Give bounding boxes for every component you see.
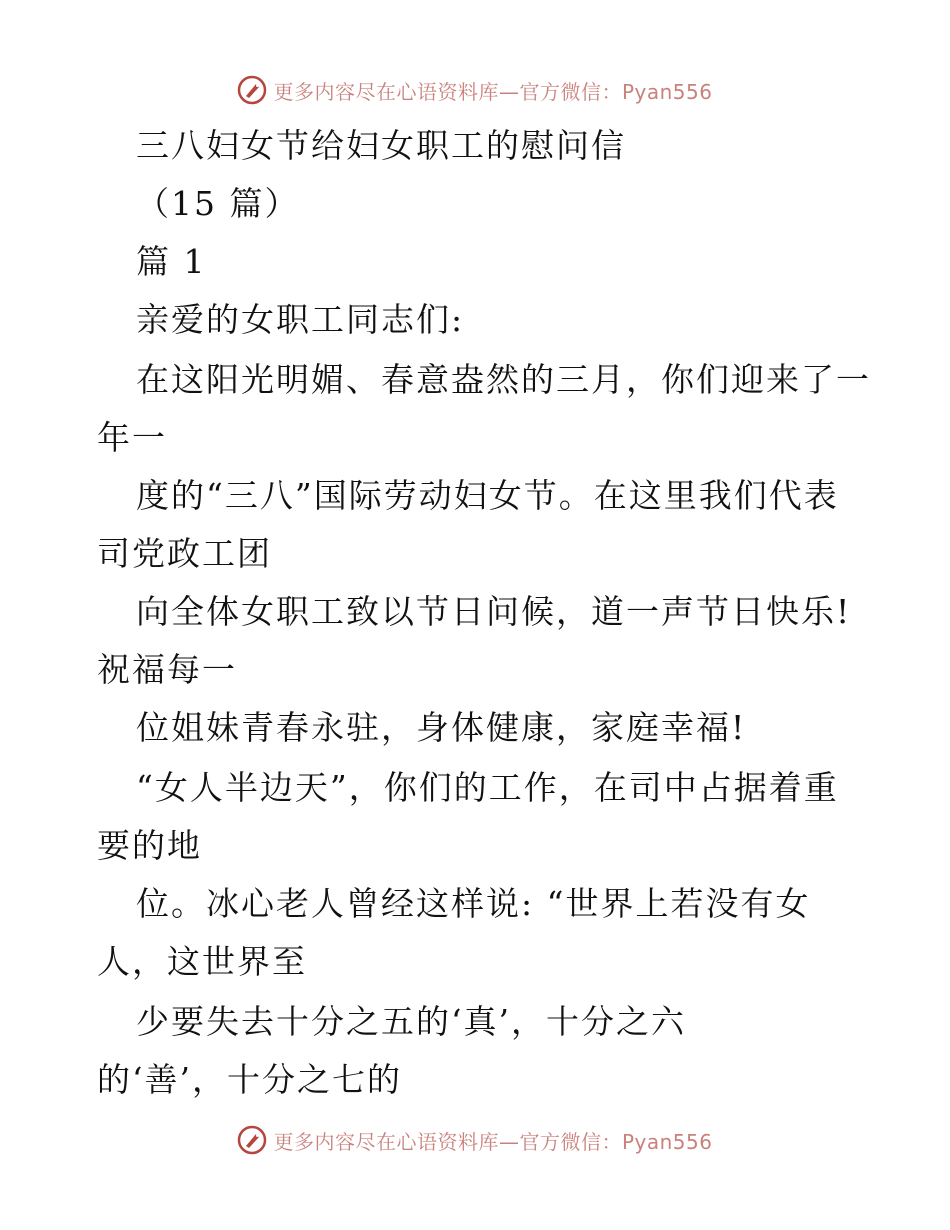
pen-logo-icon — [237, 75, 267, 105]
section-heading: 篇 1 — [136, 242, 207, 281]
greeting-line: 亲爱的女职工同志们: — [136, 300, 465, 339]
footer-banner — [0, 1120, 950, 1160]
body-line: 祝福每一 — [97, 650, 237, 689]
body-line: 向全体女职工致以节日问候，道一声节日快乐! — [136, 592, 852, 631]
body-line: 少要失去十分之五的‘真’，十分之六 — [136, 1002, 686, 1041]
pen-logo-icon — [237, 1125, 267, 1155]
body-line: 的‘善’，十分之七的 — [97, 1060, 402, 1099]
body-line: 在这阳光明媚、春意盎然的三月，你们迎来了一 — [136, 360, 871, 399]
body-line: 位姐妹青春永驻，身体健康，家庭幸福! — [136, 708, 747, 747]
body-line: “女人半边天”，你们的工作，在司中占据着重 — [136, 768, 839, 807]
banner-text: 更多内容尽在心语资料库—官方微信：Pyan556 — [273, 1129, 713, 1154]
document-title: 三八妇女节给妇女职工的慰问信 — [136, 126, 626, 165]
body-line: 位。冰心老人曾经这样说: “世界上若没有女 — [136, 884, 811, 923]
body-line: 年一 — [97, 418, 167, 457]
document-subtitle: （15 篇） — [136, 184, 300, 223]
body-line: 司党政工团 — [97, 534, 272, 573]
body-line: 度的“三八”国际劳动妇女节。在这里我们代表 — [136, 476, 839, 515]
body-line: 要的地 — [97, 826, 202, 865]
body-line: 人，这世界至 — [97, 942, 307, 981]
banner-text: 更多内容尽在心语资料库—官方微信：Pyan556 — [273, 79, 713, 104]
header-banner — [0, 70, 950, 110]
